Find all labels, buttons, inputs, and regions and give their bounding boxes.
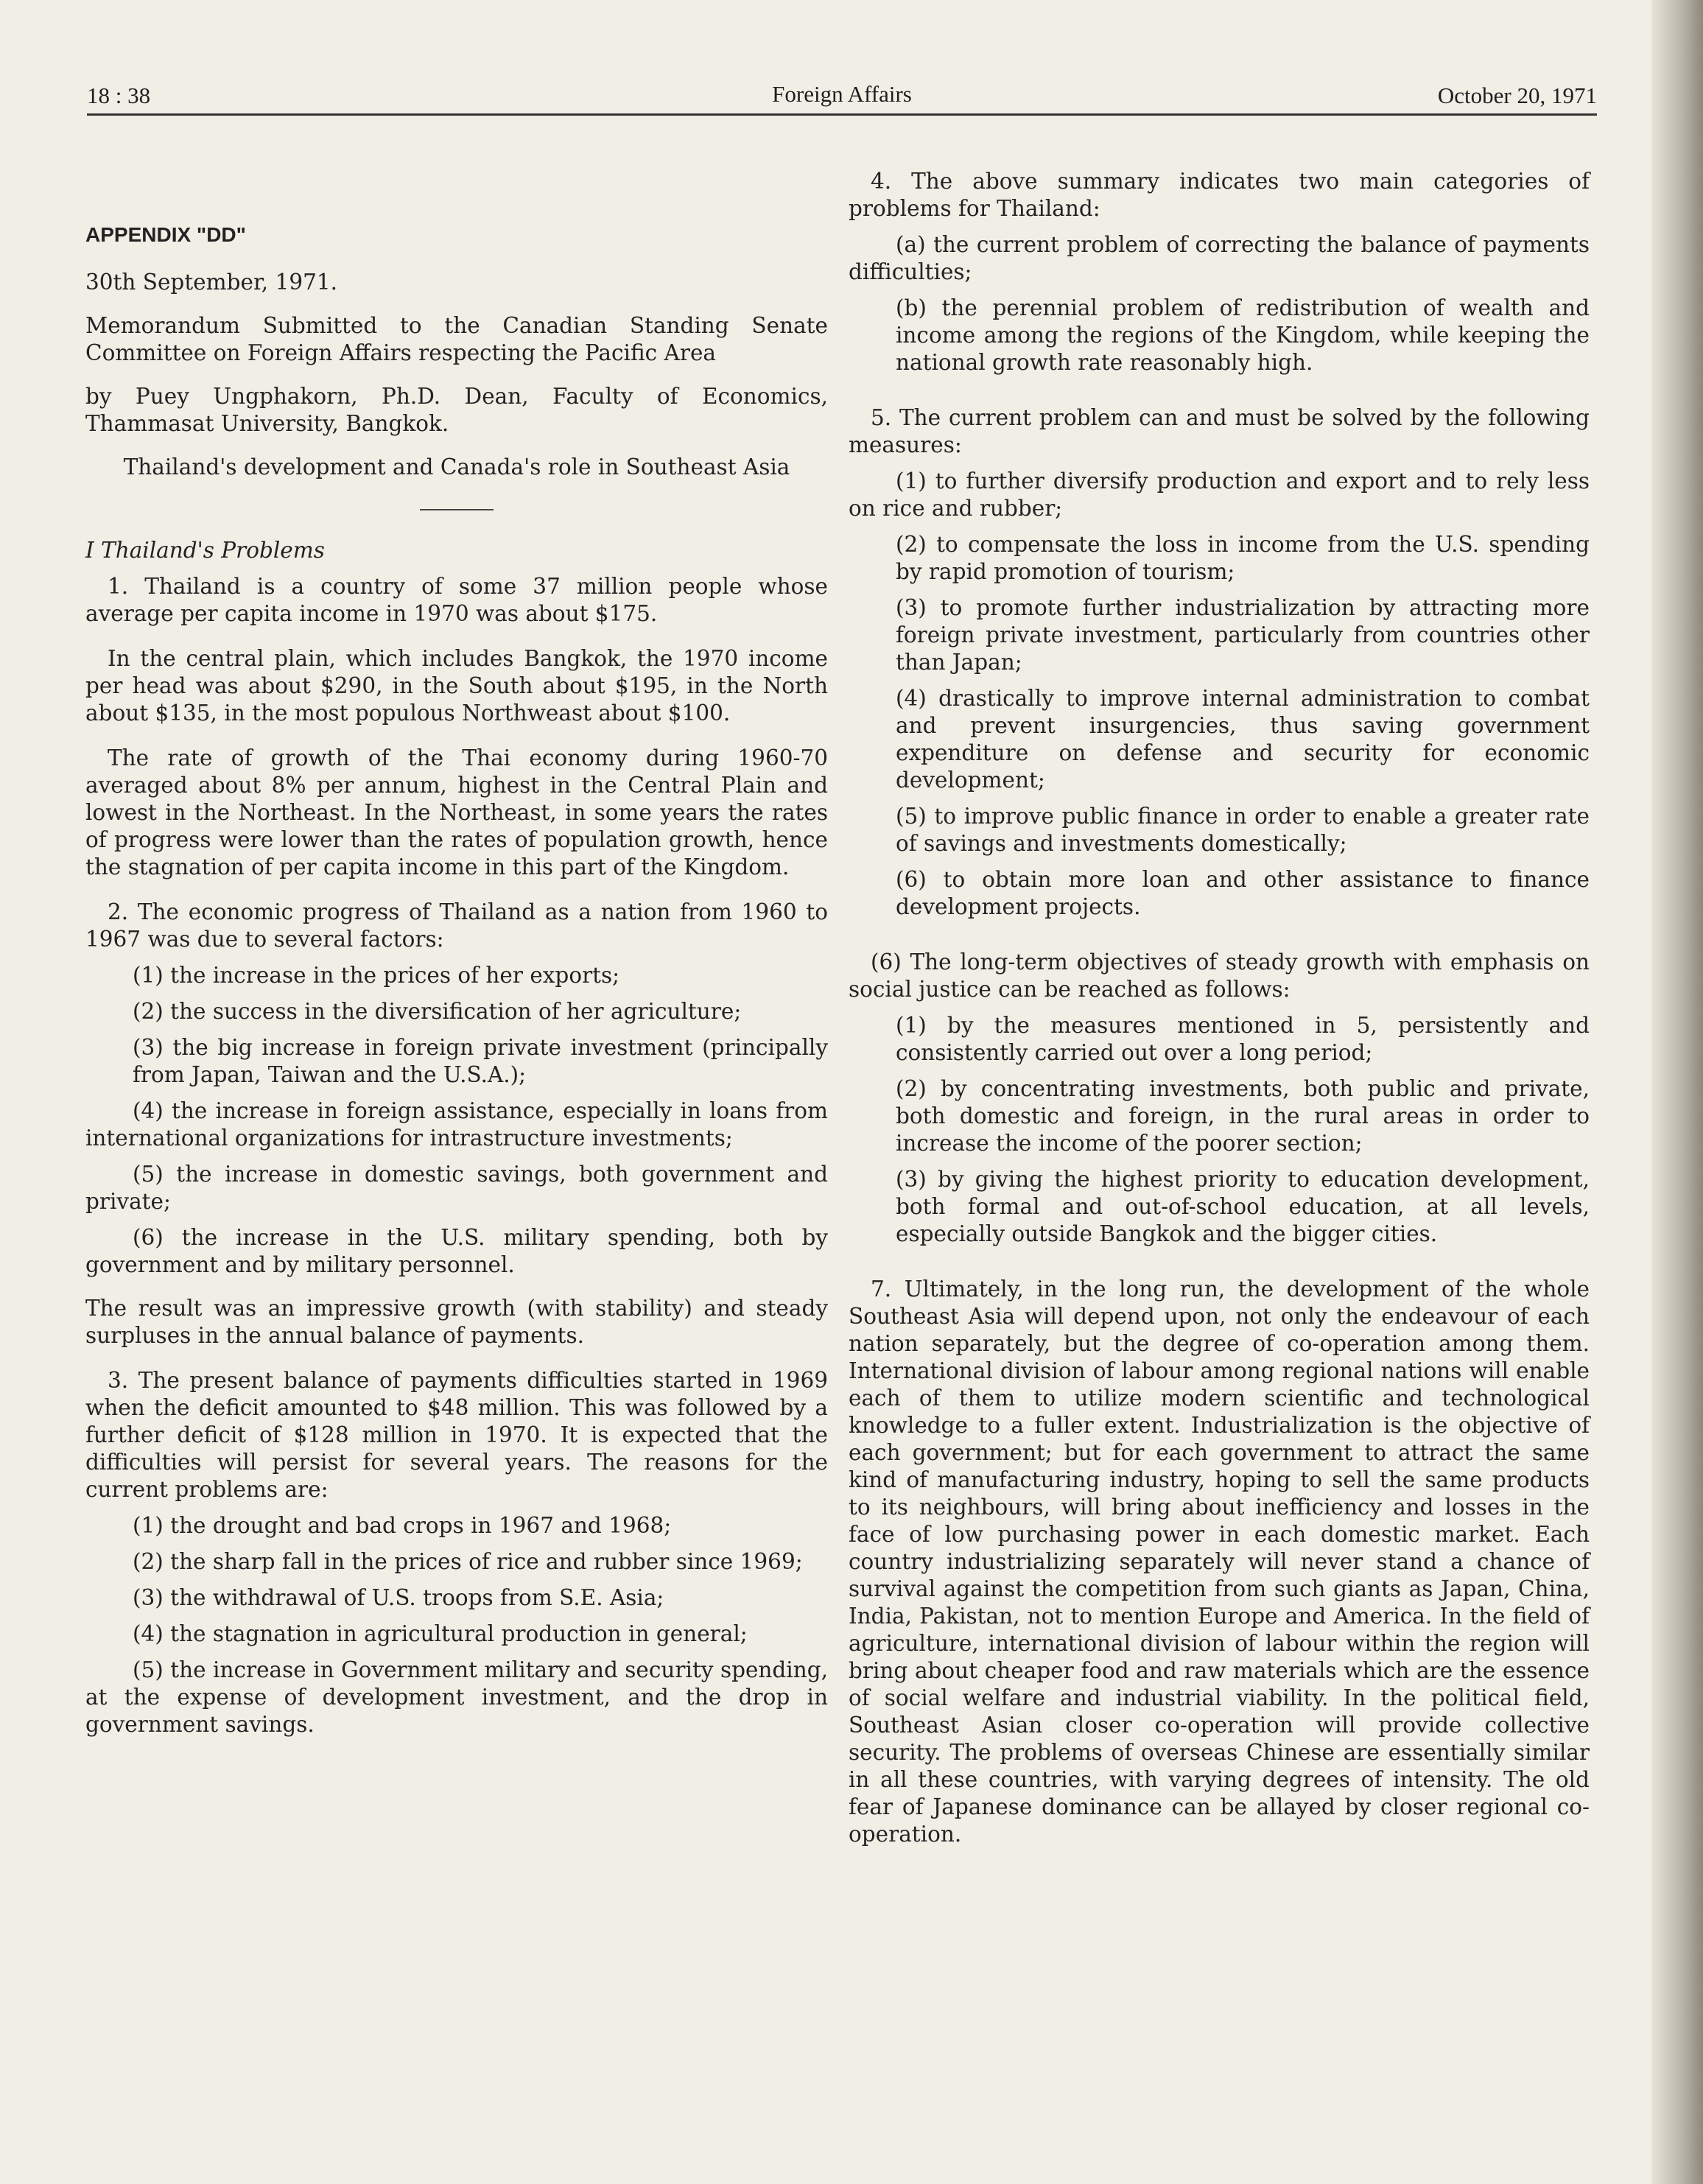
list-item: (3) by giving the highest priority to education development, both formal and out-of-school education, at all levels, especially outside Bangkok and the bigger cities.: [896, 1167, 1590, 1246]
section-heading: I Thailand's Problems: [85, 538, 325, 563]
paragraph-5: 5. The current problem can and must be solved by the following measures:: [849, 405, 1590, 457]
list-item: (2) by concentrating investments, both public and private, both domestic and foreign, in the rural areas in order to increase the income of the poorer section;: [896, 1076, 1590, 1156]
page-number: 18 : 38: [87, 82, 151, 108]
list-item: (5) to improve public finance in order to enable a greater rate of savings and investments domestically;: [896, 804, 1590, 856]
list-item: (1) by the measures mentioned in 5, persistently and consistently carried out over a long period;: [896, 1013, 1590, 1065]
list-item: (6) to obtain more loan and other assistance to finance development projects.: [896, 867, 1590, 919]
paragraph-result: The result was an impressive growth (with stability) and steady surpluses in the annual balance of payments.: [85, 1296, 828, 1348]
list-item: (2) the sharp fall in the prices of rice and rubber since 1969;: [133, 1549, 803, 1574]
paragraph-4: 4. The above summary indicates two main categories of problems for Thailand:: [849, 169, 1590, 221]
list-item: (b) the perennial problem of redistribution of wealth and income among the regions of the Kingdom, while keeping the national growth rate reasonably high.: [896, 295, 1590, 375]
list-item: (2) the success in the diversification of her agriculture;: [133, 999, 742, 1024]
paragraph-3: 3. The present balance of payments difficulties started in 1969 when the deficit amounted to $48 million. This was followed by a further deficit of $128 million in 1970. It is expected that the difficulties will persist for several years. The reasons for the current problems are:: [85, 1368, 828, 1502]
list-item: (1) the drought and bad crops in 1967 and 1968;: [133, 1513, 672, 1538]
appendix-title: APPENDIX "DD": [85, 223, 246, 246]
publication-title: Foreign Affairs: [772, 81, 912, 107]
memo-line: Memorandum Submitted to the Canadian Standing Senate Committee on Foreign Affairs respecting the Pacific Area: [85, 313, 828, 365]
list-item: (a) the current problem of correcting the balance of payments difficulties;: [849, 232, 1590, 284]
right-column: [849, 168, 1590, 1857]
list-item: (1) to further diversify production and export and to rely less on rice and rubber;: [849, 468, 1590, 521]
issue-date: October 20, 1971: [1437, 82, 1597, 108]
date-line: 30th September, 1971.: [85, 270, 338, 295]
list-item: (5) the increase in domestic savings, both government and private;: [85, 1162, 828, 1214]
paragraph-central-plain: In the central plain, which includes Bangkok, the 1970 income per head was about $290, in the South about $195, in the North about $135, in the most populous Northweast about $100.: [85, 646, 828, 726]
paragraph-2: 2. The economic progress of Thailand as a nation from 1960 to 1967 was due to several factors:: [85, 899, 828, 952]
list-item: (6) the increase in the U.S. military spending, both by government and by military personnel.: [85, 1225, 828, 1277]
document-subtitle: Thailand's development and Canada's role in Southeast Asia: [123, 454, 790, 480]
paragraph-growth: The rate of growth of the Thai economy during 1960-70 averaged about 8% per annum, highest in the Central Plain and lowest in the Northeast. In the Northeast, in some years the rates of progress were lower than the rates of population growth, hence the stagnation of per capita income in this part of the Kingdom.: [85, 745, 828, 879]
author-line: by Puey Ungphakorn, Ph.D. Dean, Faculty of Economics, Thammasat University, Bangkok.: [85, 384, 828, 436]
list-item: (1) the increase in the prices of her exports;: [133, 963, 620, 988]
list-item: (4) the stagnation in agricultural production in general;: [133, 1621, 748, 1646]
paragraph-6: (6) The long-term objectives of steady growth with emphasis on social justice can be reached as follows:: [849, 949, 1590, 1002]
list-item: (5) the increase in Government military and security spending, at the expense of development investment, and the drop in government savings.: [85, 1657, 828, 1737]
page-header: [87, 80, 1597, 116]
page-edge-shadow: [1651, 0, 1703, 2184]
section-divider: [420, 509, 494, 510]
left-column: [85, 168, 828, 1747]
list-item: (4) drastically to improve internal administration to combat and prevent insurgencies, thus saving government expenditure on defense and security for economic development;: [896, 686, 1590, 793]
list-item: (3) the big increase in foreign private investment (principally from Japan, Taiwan and the U.S.A.);: [133, 1035, 828, 1087]
paragraph-7: 7. Ultimately, in the long run, the development of the whole Southeast Asia will depend upon, not only the endeavour of each nation separately, but the degree of co-operation among them. International division of labour among regional nations will enable each of them to utilize modern scientific and technological knowledge to a fuller extent. Industrialization is the objective of each government; but for each government to attract the same kind of manufacturing industry, hoping to sell the same products to its neighbours, will bring about inefficiency and losses in the face of low purchasing power in each domestic market. Each country industrializing separately will never stand a chance of survival against the competition from such giants as Japan, China, India, Pakistan, not to mention Europe and America. In the field of agriculture, international division of labour within the region will bring about cheaper food and raw materials which are the essence of social welfare and industrial viability. In the political field, Southeast Asian closer co-operation will provide collective security. The problems of overseas Chinese are essentially similar in all these countries, with varying degrees of intensity. The old fear of Japanese dominance can be allayed by closer regional co-operation.: [849, 1277, 1590, 1847]
paragraph-1: 1. Thailand is a country of some 37 million people whose average per capita income in 1970 was about $175.: [85, 574, 828, 626]
list-item: (3) to promote further industrialization by attracting more foreign private investment, particularly from countries other than Japan;: [896, 595, 1590, 675]
list-item: (4) the increase in foreign assistance, especially in loans from international organizations for intrastructure investments;: [85, 1098, 828, 1151]
list-item: (2) to compensate the loss in income from the U.S. spending by rapid promotion of tourism;: [896, 532, 1590, 584]
list-item: (3) the withdrawal of U.S. troops from S.E. Asia;: [133, 1585, 664, 1610]
